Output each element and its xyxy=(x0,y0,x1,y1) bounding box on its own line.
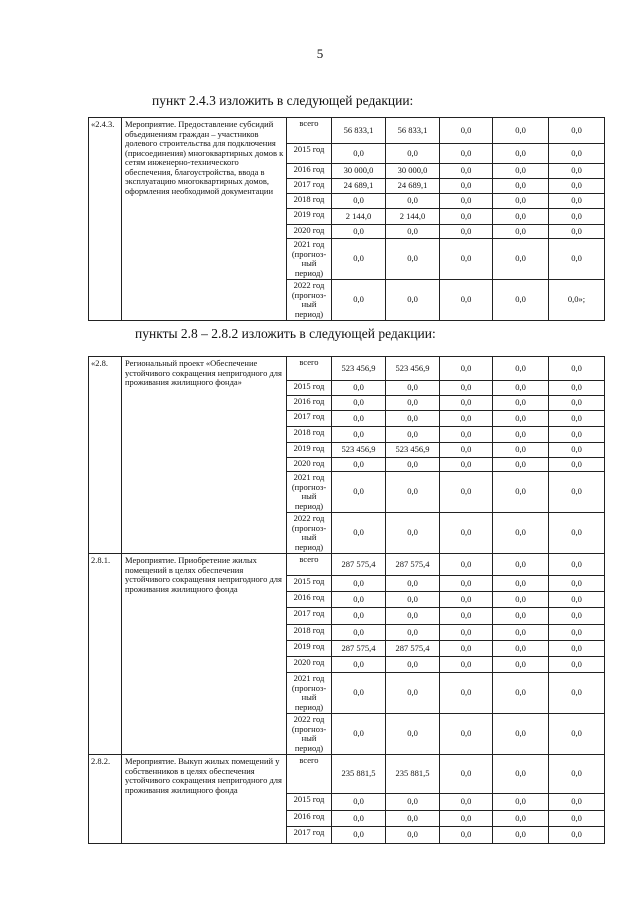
funding-value: 0,0 xyxy=(493,608,549,625)
funding-value: 0,0 xyxy=(549,239,605,280)
funding-value: 0,0 xyxy=(493,209,549,225)
funding-value: 0,0 xyxy=(493,625,549,641)
funding-value: 0,0 xyxy=(493,194,549,209)
funding-value: 0,0 xyxy=(549,673,605,714)
funding-value: 0,0 xyxy=(493,755,549,794)
funding-value: 0,0 xyxy=(493,443,549,458)
funding-value: 0,0 xyxy=(549,209,605,225)
funding-value: 0,0 xyxy=(440,357,493,381)
funding-value: 0,0 xyxy=(386,592,440,608)
funding-value: 0,0 xyxy=(440,811,493,827)
funding-value: 0,0 xyxy=(440,458,493,472)
funding-value: 0,0 xyxy=(549,827,605,844)
funding-value: 0,0 xyxy=(549,472,605,513)
funding-value: 0,0 xyxy=(440,625,493,641)
funding-value: 0,0 xyxy=(440,592,493,608)
item-number: «2.8. xyxy=(89,357,122,554)
funding-value: 0,0 xyxy=(493,673,549,714)
funding-value: 0,0 xyxy=(549,381,605,396)
funding-value: 56 833,1 xyxy=(386,118,440,144)
item-number: «2.4.3. xyxy=(89,118,122,321)
funding-value: 0,0 xyxy=(440,209,493,225)
period-label: 2018 год xyxy=(287,427,332,443)
period-label: 2017 год xyxy=(287,179,332,194)
funding-value: 24 689,1 xyxy=(332,179,386,194)
funding-value: 0,0 xyxy=(440,225,493,239)
funding-value: 0,0 xyxy=(549,641,605,657)
funding-value: 56 833,1 xyxy=(332,118,386,144)
funding-value: 2 144,0 xyxy=(386,209,440,225)
table-row xyxy=(89,554,605,576)
funding-value: 0,0 xyxy=(549,118,605,144)
period-label: 2015 год xyxy=(287,144,332,164)
funding-value: 0,0 xyxy=(493,280,549,321)
funding-value: 523 456,9 xyxy=(386,443,440,458)
funding-value: 0,0 xyxy=(386,657,440,673)
funding-value: 0,0 xyxy=(386,427,440,443)
funding-value: 0,0 xyxy=(332,381,386,396)
funding-value: 0,0 xyxy=(332,194,386,209)
funding-value: 0,0 xyxy=(549,396,605,411)
funding-value: 0,0 xyxy=(386,239,440,280)
funding-value: 0,0 xyxy=(493,794,549,811)
funding-value: 0,0 xyxy=(440,427,493,443)
period-label: 2022 год (прогноз-ный период) xyxy=(287,513,332,554)
period-label: 2017 год xyxy=(287,827,332,844)
funding-value: 0,0 xyxy=(493,427,549,443)
funding-value: 0,0 xyxy=(493,554,549,576)
funding-value: 0,0 xyxy=(549,357,605,381)
funding-value: 0,0 xyxy=(493,411,549,427)
funding-value: 0,0 xyxy=(386,472,440,513)
funding-value: 235 881,5 xyxy=(386,755,440,794)
period-label: всего xyxy=(287,118,332,144)
funding-value: 0,0 xyxy=(493,657,549,673)
item-description: Мероприятие. Приобретение жилых помещений в целях обеспечения устойчивого сокращения непригодного для проживания жилищного фонда xyxy=(122,554,287,755)
funding-value: 0,0 xyxy=(440,411,493,427)
funding-value: 0,0 xyxy=(549,427,605,443)
funding-value: 0,0 xyxy=(332,625,386,641)
item-number: 2.8.1. xyxy=(89,554,122,755)
funding-value: 0,0 xyxy=(386,194,440,209)
funding-value: 0,0 xyxy=(549,608,605,625)
period-label: 2021 год (прогноз-ный период) xyxy=(287,472,332,513)
funding-value: 0,0 xyxy=(386,381,440,396)
funding-value: 0,0 xyxy=(549,443,605,458)
period-label: 2020 год xyxy=(287,657,332,673)
funding-value: 0,0 xyxy=(332,427,386,443)
funding-value: 0,0 xyxy=(332,280,386,321)
table-row xyxy=(89,755,605,794)
funding-value: 0,0 xyxy=(549,179,605,194)
item-description: Региональный проект «Обеспечение устойчивого сокращения непригодного для проживания жилищного фонда» xyxy=(122,357,287,554)
funding-value: 0,0 xyxy=(493,118,549,144)
funding-value: 0,0 xyxy=(493,458,549,472)
period-label: 2020 год xyxy=(287,225,332,239)
funding-value: 0,0 xyxy=(440,673,493,714)
period-label: 2019 год xyxy=(287,443,332,458)
funding-value: 287 575,4 xyxy=(386,554,440,576)
period-label: 2021 год (прогноз-ный период) xyxy=(287,239,332,280)
funding-value: 0,0 xyxy=(549,811,605,827)
funding-value: 0,0 xyxy=(440,827,493,844)
period-label: 2016 год xyxy=(287,396,332,411)
funding-value: 0,0 xyxy=(440,381,493,396)
funding-value: 0,0 xyxy=(386,225,440,239)
funding-value: 0,0 xyxy=(332,811,386,827)
funding-value: 235 881,5 xyxy=(332,755,386,794)
page-number: 5 xyxy=(316,46,324,61)
funding-value: 30 000,0 xyxy=(386,164,440,179)
funding-value: 0,0 xyxy=(493,714,549,755)
period-label: 2017 год xyxy=(287,608,332,625)
funding-value: 0,0 xyxy=(386,411,440,427)
item-description: Мероприятие. Выкуп жилых помещений у собственников в целях обеспечения устойчивого сокращения непригодного для проживания жилищного фонда xyxy=(122,755,287,844)
funding-value: 0,0 xyxy=(332,396,386,411)
section-heading-2-4-3: пункт 2.4.3 изложить в следующей редакции: xyxy=(152,93,414,108)
funding-value: 0,0 xyxy=(386,458,440,472)
funding-value: 0,0 xyxy=(549,794,605,811)
funding-value: 0,0 xyxy=(386,396,440,411)
funding-value: 0,0 xyxy=(440,794,493,811)
funding-value: 0,0 xyxy=(493,396,549,411)
funding-value: 0,0 xyxy=(332,827,386,844)
funding-value: 0,0 xyxy=(440,657,493,673)
funding-value: 0,0 xyxy=(549,755,605,794)
period-label: 2016 год xyxy=(287,164,332,179)
funding-value: 0,0 xyxy=(386,608,440,625)
funding-value: 0,0 xyxy=(440,472,493,513)
funding-value: 0,0 xyxy=(386,673,440,714)
funding-value: 0,0 xyxy=(440,164,493,179)
period-label: 2015 год xyxy=(287,381,332,396)
funding-value: 0,0 xyxy=(493,239,549,280)
period-label: всего xyxy=(287,554,332,576)
funding-value: 0,0 xyxy=(386,794,440,811)
funding-value: 0,0 xyxy=(440,443,493,458)
funding-value: 0,0 xyxy=(549,458,605,472)
period-label: 2018 год xyxy=(287,625,332,641)
section-heading-2-8: пункты 2.8 – 2.8.2 изложить в следующей редакции: xyxy=(135,326,436,341)
funding-value: 0,0 xyxy=(440,179,493,194)
funding-value: 0,0 xyxy=(549,714,605,755)
funding-value: 0,0 xyxy=(386,144,440,164)
period-label: 2017 год xyxy=(287,411,332,427)
period-label: 2016 год xyxy=(287,811,332,827)
funding-value: 0,0 xyxy=(493,472,549,513)
period-label: всего xyxy=(287,755,332,794)
measures-table-2-8 xyxy=(88,356,605,844)
funding-value: 0,0 xyxy=(549,592,605,608)
funding-value: 0,0 xyxy=(386,714,440,755)
period-label: 2019 год xyxy=(287,641,332,657)
funding-value: 0,0 xyxy=(549,513,605,554)
funding-value: 0,0 xyxy=(549,164,605,179)
funding-value: 0,0 xyxy=(493,811,549,827)
funding-value: 0,0 xyxy=(332,472,386,513)
funding-value: 0,0 xyxy=(386,625,440,641)
funding-value: 0,0 xyxy=(549,657,605,673)
funding-value: 0,0 xyxy=(440,755,493,794)
funding-value: 0,0 xyxy=(386,576,440,592)
funding-value: 0,0 xyxy=(549,576,605,592)
table-row xyxy=(89,118,605,144)
period-label: всего xyxy=(287,357,332,381)
funding-value: 0,0 xyxy=(493,357,549,381)
period-label: 2022 год (прогноз-ный период) xyxy=(287,280,332,321)
funding-value: 0,0 xyxy=(493,576,549,592)
funding-value: 0,0 xyxy=(332,144,386,164)
funding-value: 0,0 xyxy=(386,513,440,554)
funding-value: 0,0 xyxy=(386,827,440,844)
period-label: 2016 год xyxy=(287,592,332,608)
funding-value: 0,0 xyxy=(332,608,386,625)
funding-value: 0,0»; xyxy=(549,280,605,321)
funding-value: 287 575,4 xyxy=(332,641,386,657)
funding-value: 0,0 xyxy=(332,513,386,554)
funding-value: 0,0 xyxy=(493,179,549,194)
funding-value: 0,0 xyxy=(440,144,493,164)
funding-value: 0,0 xyxy=(493,164,549,179)
funding-value: 0,0 xyxy=(440,641,493,657)
funding-value: 0,0 xyxy=(386,811,440,827)
funding-value: 0,0 xyxy=(332,794,386,811)
period-label: 2021 год (прогноз-ный период) xyxy=(287,673,332,714)
funding-value: 0,0 xyxy=(493,827,549,844)
item-number: 2.8.2. xyxy=(89,755,122,844)
funding-value: 0,0 xyxy=(440,118,493,144)
funding-value: 0,0 xyxy=(493,592,549,608)
period-label: 2022 год (прогноз-ный период) xyxy=(287,714,332,755)
period-label: 2018 год xyxy=(287,194,332,209)
funding-value: 0,0 xyxy=(549,625,605,641)
funding-value: 0,0 xyxy=(493,513,549,554)
funding-value: 523 456,9 xyxy=(332,357,386,381)
funding-value: 0,0 xyxy=(440,280,493,321)
funding-value: 0,0 xyxy=(440,513,493,554)
funding-value: 24 689,1 xyxy=(386,179,440,194)
funding-value: 523 456,9 xyxy=(386,357,440,381)
funding-value: 0,0 xyxy=(332,225,386,239)
funding-value: 287 575,4 xyxy=(332,554,386,576)
funding-value: 0,0 xyxy=(332,411,386,427)
period-label: 2015 год xyxy=(287,794,332,811)
period-label: 2019 год xyxy=(287,209,332,225)
funding-value: 0,0 xyxy=(332,657,386,673)
item-description: Мероприятие. Предоставление субсидий объединениям граждан – участников долевого строительства для подключения (присоединения) многоквартирных домов к сетям инженерно-технического обеспечения, благоустройства, ввода в эксплуатацию многоквартирных домов, оформления необходимой документации xyxy=(122,118,287,321)
funding-value: 523 456,9 xyxy=(332,443,386,458)
funding-value: 0,0 xyxy=(332,673,386,714)
funding-value: 0,0 xyxy=(493,381,549,396)
funding-value: 0,0 xyxy=(440,194,493,209)
period-label: 2015 год xyxy=(287,576,332,592)
funding-value: 0,0 xyxy=(440,554,493,576)
funding-value: 0,0 xyxy=(440,608,493,625)
funding-value: 0,0 xyxy=(332,592,386,608)
funding-value: 0,0 xyxy=(332,458,386,472)
funding-value: 0,0 xyxy=(549,225,605,239)
funding-value: 0,0 xyxy=(493,641,549,657)
funding-value: 0,0 xyxy=(332,714,386,755)
funding-value: 0,0 xyxy=(332,239,386,280)
funding-value: 0,0 xyxy=(493,225,549,239)
funding-value: 0,0 xyxy=(440,396,493,411)
funding-value: 0,0 xyxy=(440,714,493,755)
funding-value: 0,0 xyxy=(386,280,440,321)
funding-value: 0,0 xyxy=(549,411,605,427)
measures-table-2-4-3 xyxy=(88,117,605,321)
funding-value: 2 144,0 xyxy=(332,209,386,225)
funding-value: 0,0 xyxy=(549,554,605,576)
funding-value: 287 575,4 xyxy=(386,641,440,657)
funding-value: 0,0 xyxy=(493,144,549,164)
funding-value: 0,0 xyxy=(440,239,493,280)
funding-value: 0,0 xyxy=(549,144,605,164)
funding-value: 30 000,0 xyxy=(332,164,386,179)
funding-value: 0,0 xyxy=(440,576,493,592)
funding-value: 0,0 xyxy=(332,576,386,592)
funding-value: 0,0 xyxy=(549,194,605,209)
period-label: 2020 год xyxy=(287,458,332,472)
table-row xyxy=(89,357,605,381)
